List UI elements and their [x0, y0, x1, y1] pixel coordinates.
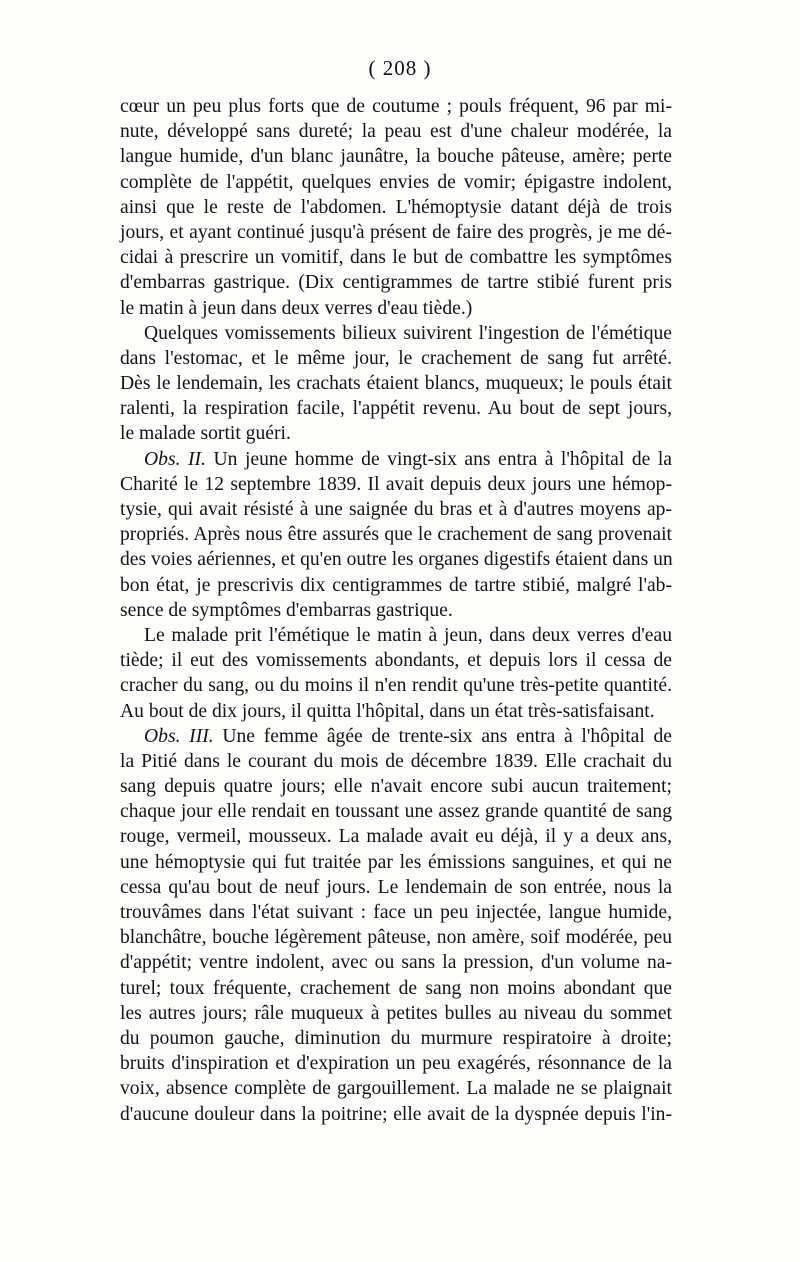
text-line: cessa qu'au bout de neuf jours. Le lendemain de son entrée, nous la: [120, 876, 672, 898]
text-line: complète de l'appétit, quelques envies de vomir; épigastre indolent,: [120, 171, 672, 193]
text-line: des voies aériennes, et qu'en outre les organes digestifs étaient dans un: [120, 549, 673, 571]
paragraph-2: [120, 321, 672, 447]
text-line: cracher du sang, ou du moins il n'en rendit qu'une très-petite quantité.: [120, 675, 672, 697]
text-line: d'embarras gastrique. (Dix centigrammes de tartre stibié furent pris: [120, 272, 672, 294]
text-line: ralenti, la respiration facile, l'appétit revenu. Au bout de sept jours,: [120, 398, 672, 420]
text-line-rest: Un jeune homme de vingt-six ans entra à l'hôpital de la: [205, 448, 672, 470]
text-line: cidai à prescrire un vomitif, dans le but de combattre les symptômes: [120, 247, 672, 269]
page-body: [120, 94, 672, 1127]
paragraph-obs-3: [120, 724, 672, 1127]
text-line: du poumon gauche, diminution du murmure respiratoire à droite;: [120, 1027, 672, 1049]
text-line: la Pitié dans le courant du mois de décembre 1839. Elle crachait du: [120, 750, 672, 772]
observation-label: Obs. III.: [144, 725, 214, 747]
text-line: bruits d'inspiration et d'expiration un peu exagérés, résonnance de la: [120, 1053, 672, 1075]
paragraph-obs-2: [120, 447, 672, 623]
text-line: Au bout de dix jours, il quitta l'hôpital, dans un état très-satisfaisant.: [120, 700, 655, 722]
text-line: langue humide, d'un blanc jaunâtre, la bouche pâteuse, amère; perte: [120, 146, 672, 168]
text-line: une hémoptysie qui fut traitée par les émissions sanguines, et qui ne: [120, 851, 672, 873]
text-line: dans l'estomac, et le même jour, le crachement de sang fut arrêté.: [120, 347, 672, 369]
text-line: jours, et ayant continué jusqu'à présent de faire des progrès, je me dé-: [120, 221, 672, 243]
observation-label: Obs. II.: [144, 448, 206, 470]
text-line: Quelques vomissements bilieux suivirent l'ingestion de l'émétique: [144, 322, 672, 344]
text-line: sence de symptômes d'embarras gastrique.: [120, 599, 453, 621]
paragraph-4: [120, 623, 672, 724]
page-number: ( 208 ): [368, 56, 432, 80]
text-line: propriés. Après nous être assurés que le crachement de sang provenait: [120, 524, 672, 546]
text-line: [120, 447, 672, 472]
text-line: le matin à jeun dans deux verres d'eau tiède.): [120, 297, 473, 319]
text-line: d'appétit; ventre indolent, avec ou sans la pression, d'un volume na-: [120, 952, 672, 974]
text-line: trouvâmes dans l'état suivant : face un peu injectée, langue humide,: [120, 902, 672, 923]
text-line-rest: Une femme âgée de trente-six ans entra à l'hôpital de: [213, 725, 672, 747]
text-line: turel; toux fréquente, crachement de sang non moins abondant que: [120, 977, 672, 999]
text-line: bon état, je prescrivis dix centigrammes de tartre stibié, malgré l'ab-: [120, 574, 672, 596]
text-line: voix, absence complète de gargouillement. La malade ne se plaignait: [120, 1078, 672, 1100]
text-line: Dès le lendemain, les crachats étaient blancs, muqueux; le pouls était: [120, 373, 672, 395]
text-line: rouge, vermeil, mousseux. La malade avait eu déjà, il y a deux ans,: [120, 826, 672, 848]
text-line: Le malade prit l'émétique le matin à jeun, dans deux verres d'eau: [144, 624, 672, 646]
text-line: cœur un peu plus forts que de coutume ; pouls fréquent, 96 par mi-: [120, 96, 672, 117]
text-line: tysie, qui avait résisté à une saignée du bras et à d'autres moyens ap-: [120, 499, 672, 520]
paragraph-1: [120, 94, 672, 321]
text-line: d'aucune douleur dans la poitrine; elle avait de la dyspnée depuis l'in-: [120, 1103, 672, 1125]
text-line: sang depuis quatre jours; elle n'avait encore subi aucun traitement;: [120, 776, 672, 798]
text-line: le malade sortit guéri.: [120, 423, 291, 445]
text-line: ainsi que le reste de l'abdomen. L'hémoptysie datant déjà de trois: [120, 196, 672, 218]
text-line: chaque jour elle rendait en toussant une assez grande quantité de sang: [120, 801, 672, 823]
text-line: tiède; il eut des vomissements abondants, et depuis lors il cessa de: [120, 650, 672, 672]
text-line: les autres jours; râle muqueux à petites bulles au niveau du sommet: [120, 1002, 672, 1024]
text-line: [120, 724, 672, 749]
text-line: blanchâtre, bouche légèrement pâteuse, non amère, soif modérée, peu: [120, 927, 672, 949]
text-line: nute, développé sans dureté; la peau est d'une chaleur modérée, la: [120, 121, 672, 143]
text-line: Charité le 12 septembre 1839. Il avait depuis deux jours une hémop-: [120, 473, 672, 495]
